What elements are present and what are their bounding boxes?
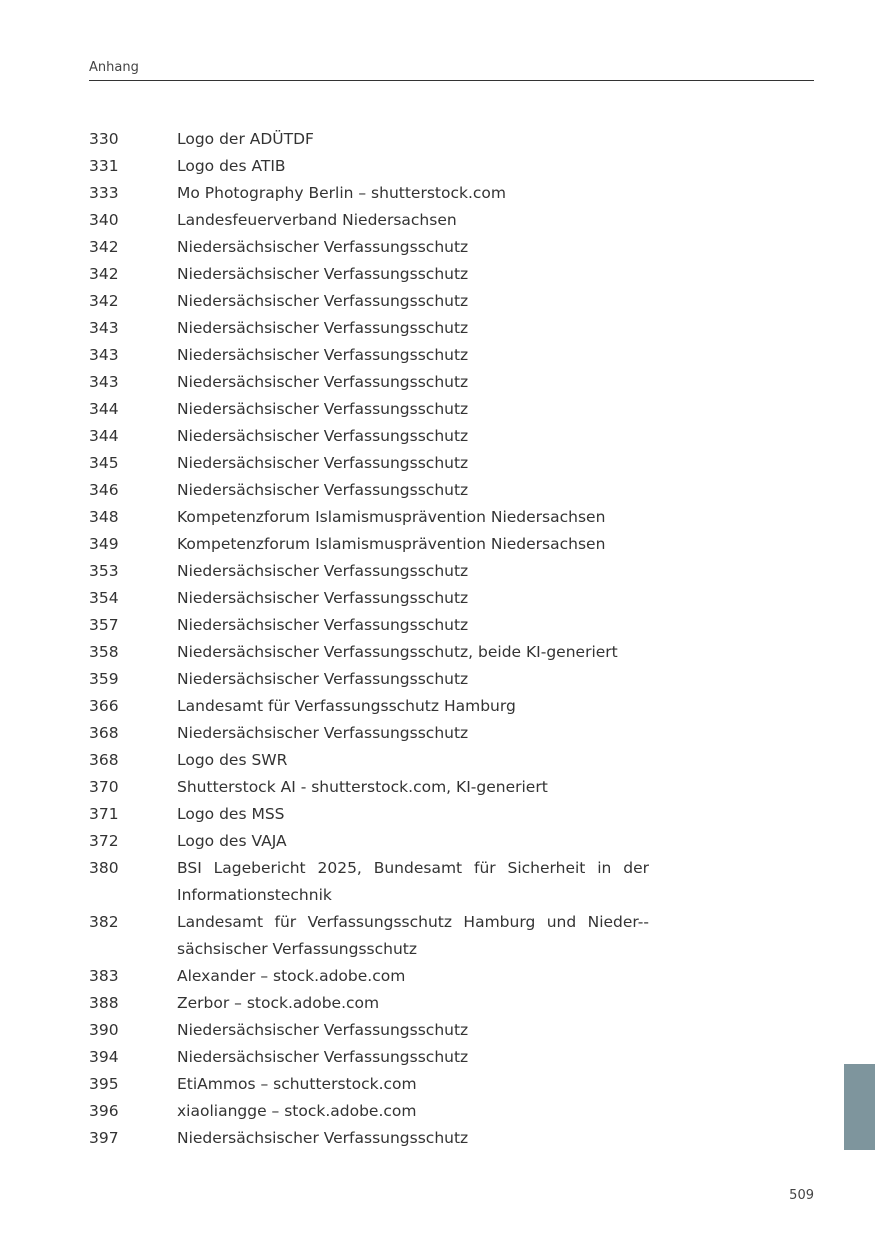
credit-page-number: 395 <box>89 1075 119 1093</box>
credit-entry <box>89 1044 649 1071</box>
credit-source: EtiAmmos – schutterstock.com <box>177 1075 417 1093</box>
credit-entry <box>89 207 649 234</box>
credit-page-number: 343 <box>89 346 119 364</box>
credit-entry <box>89 315 649 342</box>
page-number: 509 <box>789 1188 814 1203</box>
credit-entry <box>89 585 649 612</box>
credit-source: Zerbor – stock.adobe.com <box>177 994 380 1012</box>
credit-entry <box>89 909 649 963</box>
credit-source: Landesamt für Verfassungsschutz Hamburg und Nieder-sächsischer Verfassungsschutz <box>177 913 649 958</box>
credit-source: Landesfeuerverband Niedersachsen <box>177 211 457 229</box>
credit-entry <box>89 855 649 909</box>
credit-entry <box>89 1125 649 1152</box>
credit-source: Alexander – stock.adobe.com <box>177 967 406 985</box>
credit-entry <box>89 342 649 369</box>
credit-page-number: 342 <box>89 238 119 256</box>
credit-page-number: 368 <box>89 751 119 769</box>
credit-page-number: 388 <box>89 994 119 1012</box>
credit-source: Niedersächsischer Verfassungsschutz <box>177 292 469 310</box>
credit-page-number: 344 <box>89 400 119 418</box>
credit-source: Logo des MSS <box>177 805 285 823</box>
credit-source: Logo des ATIB <box>177 157 286 175</box>
credit-source: Niedersächsischer Verfassungsschutz <box>177 724 469 742</box>
credit-page-number: 359 <box>89 670 119 688</box>
credit-page-number: 383 <box>89 967 119 985</box>
credit-entry <box>89 396 649 423</box>
credit-source: BSI Lagebericht 2025, Bundesamt für Sicherheit in der Informationstechnik <box>177 859 649 904</box>
credit-page-number: 342 <box>89 265 119 283</box>
credit-page-number: 357 <box>89 616 119 634</box>
credit-source: Niedersächsischer Verfassungsschutz <box>177 265 469 283</box>
credit-page-number: 353 <box>89 562 119 580</box>
credit-page-number: 354 <box>89 589 119 607</box>
credit-page-number: 346 <box>89 481 119 499</box>
credit-page-number: 382 <box>89 913 119 931</box>
credit-entry <box>89 666 649 693</box>
credit-page-number: 343 <box>89 319 119 337</box>
credit-entry <box>89 720 649 747</box>
image-credits-list <box>89 126 649 1152</box>
credit-page-number: 342 <box>89 292 119 310</box>
credit-source: Niedersächsischer Verfassungsschutz <box>177 616 469 634</box>
credit-source: xiaoliangge – stock.adobe.com <box>177 1102 417 1120</box>
credit-entry <box>89 261 649 288</box>
credit-page-number: 349 <box>89 535 119 553</box>
credit-entry <box>89 126 649 153</box>
credit-source: Niedersächsischer Verfassungsschutz <box>177 238 469 256</box>
credit-page-number: 358 <box>89 643 119 661</box>
credit-page-number: 345 <box>89 454 119 472</box>
credit-entry <box>89 693 649 720</box>
credit-source: Niedersächsischer Verfassungsschutz <box>177 319 469 337</box>
chapter-thumb-tab <box>844 1064 875 1150</box>
credit-page-number: 397 <box>89 1129 119 1147</box>
credit-entry <box>89 450 649 477</box>
credit-page-number: 394 <box>89 1048 119 1066</box>
credit-page-number: 371 <box>89 805 119 823</box>
credit-page-number: 366 <box>89 697 119 715</box>
credit-entry <box>89 801 649 828</box>
credit-entry <box>89 369 649 396</box>
credit-entry <box>89 558 649 585</box>
credit-source: Landesamt für Verfassungsschutz Hamburg <box>177 697 516 715</box>
credit-entry <box>89 423 649 450</box>
credit-source: Niedersächsischer Verfassungsschutz <box>177 481 469 499</box>
credit-source: Kompetenzforum Islamismusprävention Niedersachsen <box>177 508 606 526</box>
credit-page-number: 370 <box>89 778 119 796</box>
credit-page-number: 343 <box>89 373 119 391</box>
credit-entry <box>89 774 649 801</box>
credit-page-number: 330 <box>89 130 119 148</box>
credit-entry <box>89 639 649 666</box>
credit-entry <box>89 1098 649 1125</box>
credit-entry <box>89 1071 649 1098</box>
credit-page-number: 372 <box>89 832 119 850</box>
credit-page-number: 348 <box>89 508 119 526</box>
credit-page-number: 368 <box>89 724 119 742</box>
credit-source: Niedersächsischer Verfassungsschutz <box>177 373 469 391</box>
credit-entry <box>89 477 649 504</box>
credit-page-number: 333 <box>89 184 119 202</box>
credit-entry <box>89 504 649 531</box>
credit-entry <box>89 531 649 558</box>
running-header <box>89 56 814 81</box>
credit-source: Logo des SWR <box>177 751 288 769</box>
credit-source: Mo Photography Berlin – shutterstock.com <box>177 184 507 202</box>
credit-source: Kompetenzforum Islamismusprävention Niedersachsen <box>177 535 606 553</box>
credit-source: Niedersächsischer Verfassungsschutz <box>177 1021 469 1039</box>
credit-page-number: 344 <box>89 427 119 445</box>
credit-entry <box>89 612 649 639</box>
credit-source: Niedersächsischer Verfassungsschutz <box>177 670 469 688</box>
credit-entry <box>89 1017 649 1044</box>
credit-source: Shutterstock AI - shutterstock.com, KI-generiert <box>177 778 548 796</box>
credit-source: Niedersächsischer Verfassungsschutz <box>177 1129 469 1147</box>
credit-page-number: 396 <box>89 1102 119 1120</box>
credit-entry <box>89 180 649 207</box>
credit-source: Niedersächsischer Verfassungsschutz <box>177 427 469 445</box>
credit-page-number: 380 <box>89 859 119 877</box>
credit-entry <box>89 747 649 774</box>
credit-source: Niedersächsischer Verfassungsschutz <box>177 562 469 580</box>
credit-page-number: 340 <box>89 211 119 229</box>
credit-entry <box>89 963 649 990</box>
credit-entry <box>89 234 649 261</box>
credit-source: Niedersächsischer Verfassungsschutz <box>177 589 469 607</box>
credit-source: Logo des VAJA <box>177 832 287 850</box>
credit-entry <box>89 828 649 855</box>
credit-page-number: 390 <box>89 1021 119 1039</box>
credit-entry <box>89 288 649 315</box>
credit-entry <box>89 990 649 1017</box>
credit-source: Niedersächsischer Verfassungsschutz <box>177 1048 469 1066</box>
credit-source: Niedersächsischer Verfassungsschutz <box>177 346 469 364</box>
credit-source: Niedersächsischer Verfassungsschutz, beide KI-generiert <box>177 643 618 661</box>
credit-entry <box>89 153 649 180</box>
credit-source: Niedersächsischer Verfassungsschutz <box>177 400 469 418</box>
credit-page-number: 331 <box>89 157 119 175</box>
credit-source: Logo der ADÜTDF <box>177 130 314 148</box>
running-header-title: Anhang <box>89 60 139 75</box>
credit-source: Niedersächsischer Verfassungsschutz <box>177 454 469 472</box>
